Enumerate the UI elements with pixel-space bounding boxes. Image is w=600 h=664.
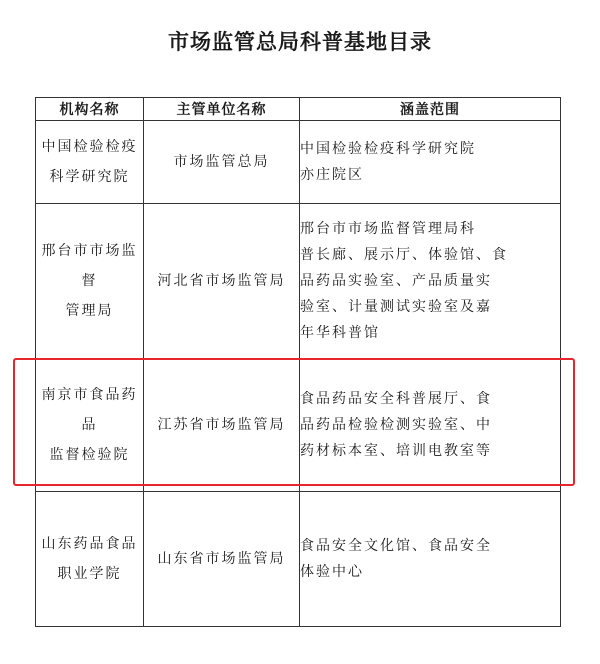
scope-line: 亦庄院区 — [300, 167, 364, 183]
dept-name-cell: 江苏省市场监管局 — [144, 359, 300, 492]
org-name-line: 山东药品食品 — [41, 536, 138, 552]
scope-line: 普长廊、展示厅、体验馆、食 — [300, 247, 508, 263]
scope-cell — [300, 492, 561, 627]
org-name-cell — [36, 121, 144, 204]
org-name-line: 职业学院 — [57, 566, 122, 582]
scope-line: 品药品实验室、产品质量实 — [300, 273, 492, 289]
page-title: 市场监管总局科普基地目录 — [168, 29, 432, 54]
header-dept-name: 主管单位名称 — [144, 98, 300, 121]
dept-name-cell: 山东省市场监管局 — [144, 492, 300, 627]
table-header-row — [36, 98, 561, 121]
table-row — [36, 492, 561, 627]
dept-name-cell: 市场监管总局 — [144, 121, 300, 204]
org-name-line: 中国检验检疫 — [41, 139, 138, 155]
scope-line: 验室、计量测试实验室及嘉 — [300, 299, 492, 315]
scope-line: 品药品检验检测实验室、中 — [300, 417, 492, 433]
scope-line: 药材标本室、培训电教室等 — [300, 443, 492, 459]
org-name-line: 监督检验院 — [49, 447, 130, 463]
org-name-line: 科学研究院 — [49, 169, 130, 185]
scope-line: 邢台市市场监督管理局科 — [300, 221, 476, 237]
header-scope: 涵盖范围 — [300, 98, 561, 121]
dept-name-cell: 河北省市场监管局 — [144, 204, 300, 359]
scope-cell — [300, 121, 561, 204]
scope-line: 食品安全文化馆、食品安全 — [300, 538, 492, 554]
org-name-line: 邢台市市场监督 — [41, 243, 138, 289]
scope-cell — [300, 204, 561, 359]
header-org-name: 机构名称 — [36, 98, 144, 121]
scope-line: 中国检验检疫科学研究院 — [300, 141, 476, 157]
scope-line: 年华科普馆 — [300, 325, 380, 341]
table-row — [36, 121, 561, 204]
scope-line: 食品药品安全科普展厅、食 — [300, 391, 492, 407]
table-row — [36, 204, 561, 359]
org-name-cell — [36, 492, 144, 627]
scope-line: 体验中心 — [300, 564, 364, 580]
org-name-line: 南京市食品药品 — [41, 387, 138, 433]
org-name-line: 管理局 — [65, 303, 114, 319]
org-name-cell — [36, 204, 144, 359]
highlight-box — [13, 358, 575, 486]
